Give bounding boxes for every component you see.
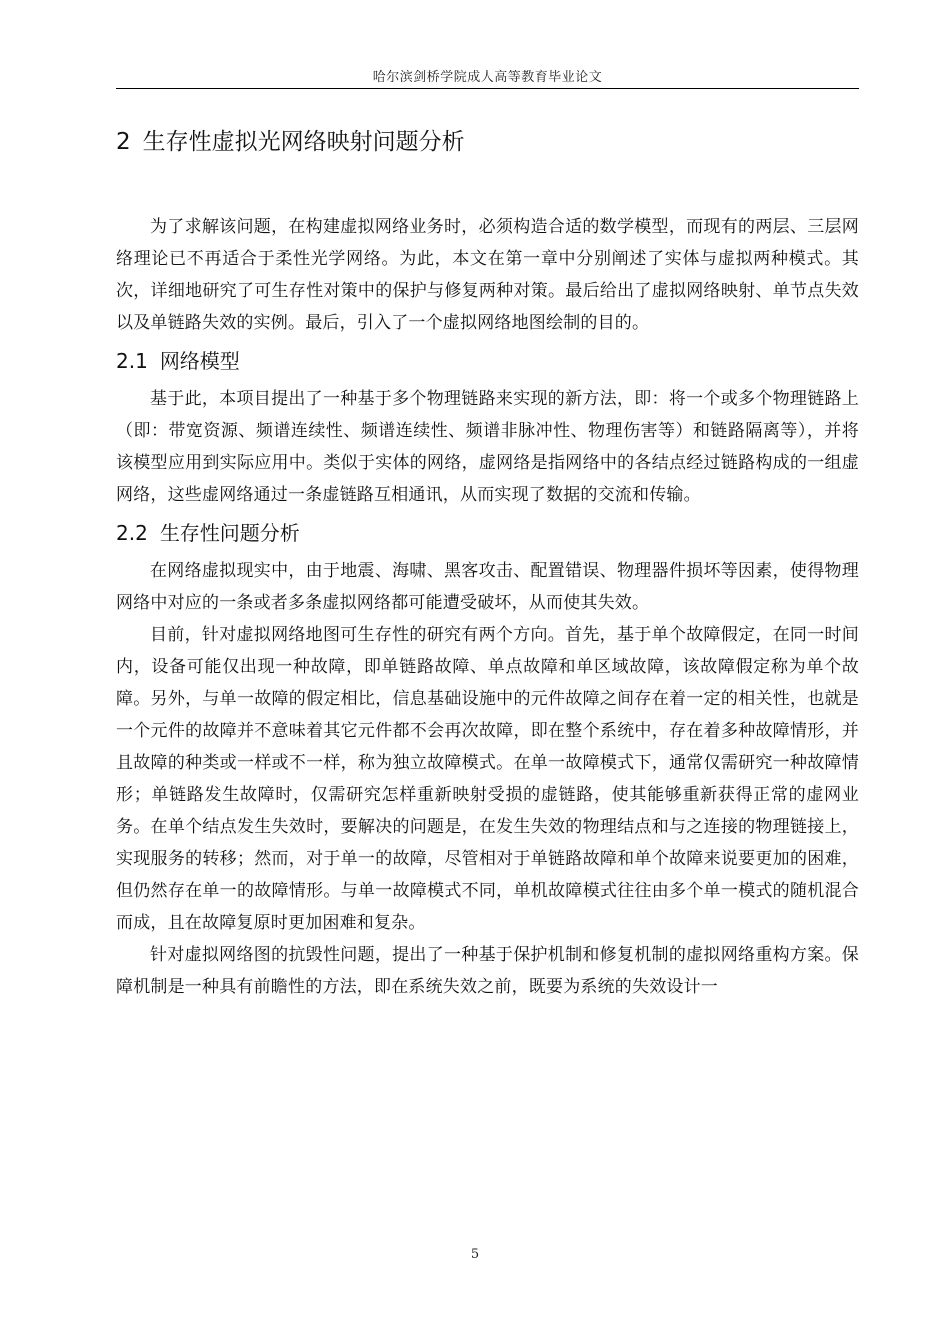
section-title: 生存性问题分析 [159,521,300,545]
chapter-heading [116,122,859,162]
header-divider [116,88,859,89]
page-body [116,122,859,1003]
page-number: 5 [470,1247,480,1262]
section-2-1-paragraph-1: 基于此，本项目提出了一种基于多个物理链路来实现的新方法，即：将一个或多个物理链路上（即：带宽资源、频谱连续性、频谱连续性、频谱非脉冲性、物理伤害等）和链路隔离等），并将该模型应用到实际应用中。类似于实体的网络，虚网络是指网络中的各结点经过链路构成的一组虚网络，这些虚网络通过一条虚链路互相通讯，从而实现了数据的交流和传输。 [116,389,859,505]
section-2-2-paragraph-2: 目前，针对虚拟网络地图可生存性的研究有两个方向。首先，基于单个故障假定，在同一时间内，设备可能仅出现一种故障，即单链路故障、单点故障和单区域故障，该故障假定称为单个故障。另外，与单一故障的假定相比，信息基础设施中的元件故障之间存在着一定的相关性，也就是一个元件的故障并不意味着其它元件都不会再次故障，即在整个系统中，存在着多种故障情形，并且故障的种类或一样或不一样，称为独立故障模式。在单一故障模式下，通常仅需研究一种故障情形；单链路发生故障时，仅需研究怎样重新映射受损的虚链路，使其能够重新获得正常的虚网业务。在单个结点发生失效时，要解决的问题是，在发生失效的物理结点和与之连接的物理链接上，实现服务的转移；然而，对于单一的故障，尽管相对于单链路故障和单个故障来说要更加的困难，但仍然存在单一的故障情形。与单一故障模式不同，单机故障模式往往由多个单一模式的随机混合而成，且在故障复原时更加困难和复杂。 [116,625,859,933]
section-heading-2-2 [116,511,859,555]
section-2-2-paragraph-3: 针对虚拟网络图的抗毁性问题，提出了一种基于保护机制和修复机制的虚拟网络重构方案。保障机制是一种具有前瞻性的方法，即在系统失效之前，既要为系统的失效设计一 [116,945,859,997]
intro-paragraph: 为了求解该问题，在构建虚拟网络业务时，必须构造合适的数学模型，而现有的两层、三层网络理论已不再适合于柔性光学网络。为此，本文在第一章中分别阐述了实体与虚拟两种模式。其次，详细地研究了可生存性对策中的保护与修复两种对策。最后给出了虚拟网络映射、单节点失效以及单链路失效的实例。最后，引入了一个虚拟网络地图绘制的目的。 [116,217,859,333]
section-number: 2.2 [116,521,148,545]
chapter-title: 生存性虚拟光网络映射问题分析 [142,129,465,155]
section-number: 2.1 [116,349,148,373]
chapter-number: 2 [116,129,131,155]
section-2-2-paragraph-1: 在网络虚拟现实中，由于地震、海啸、黑客攻击、配置错误、物理器件损坏等因素，使得物理网络中对应的一条或者多条虚拟网络都可能遭受破坏，从而使其失效。 [116,561,859,613]
section-title: 网络模型 [159,349,240,373]
running-header: 哈尔滨剑桥学院成人高等教育毕业论文 [372,70,603,85]
section-heading-2-1 [116,339,859,383]
